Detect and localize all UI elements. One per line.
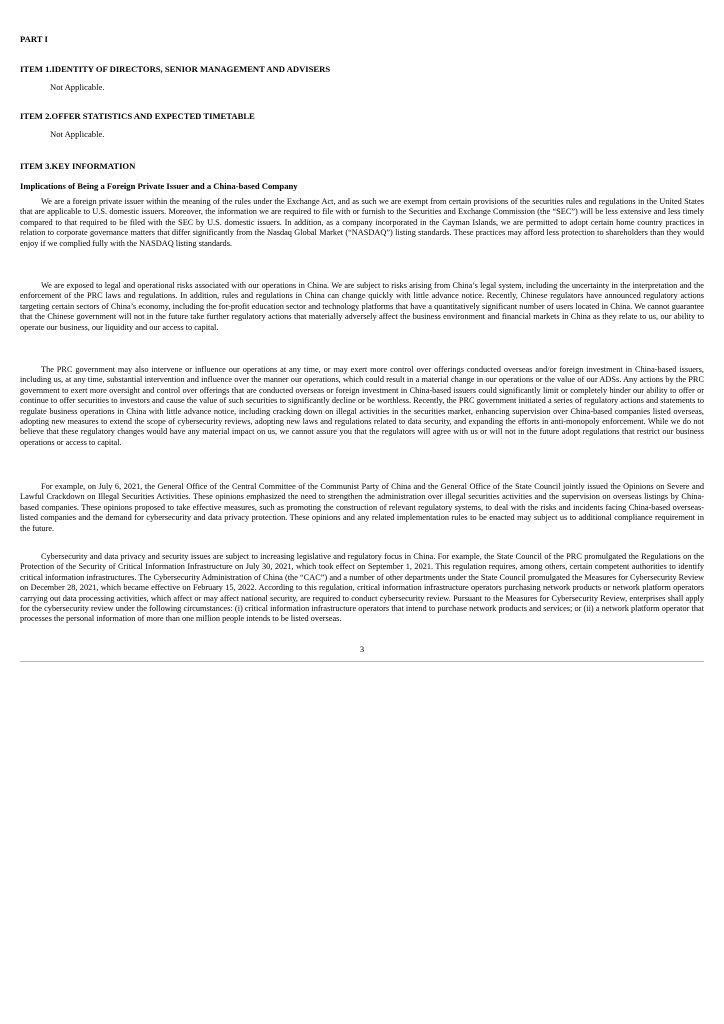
item-1-heading: ITEM 1.IDENTITY OF DIRECTORS, SENIOR MANAGEMENT AND ADVISERS <box>20 64 331 74</box>
paragraph-cybersecurity: Cybersecurity and data privacy and security issues are subject to increasing legislative and regulatory focus in China. For example, the State Council of the PRC promulgated the Regulations on the Protection of the Security of Critical Information Infrastructure on July 30, 2021, which took effect on September 1, 2021. This regulation requires, among others, certain competent authorities to identify critical information infrastructures. The Cybersecurity Administration of China (the “CAC”) and a number of other departments under the State Council promulgated the Measures for Cybersecurity Review on December 28, 2021, which became effective on February 15, 2022. According to this regulation, critical information infrastructure operators purchasing network products or network platform operators carrying out data processing activities, which affect or may affect national security, are required to conduct cybersecurity review. Pursuant to the Measures for Cybersecurity Review, enterprises shall apply for the cybersecurity review under the following circumstances: (i) critical information infrastructure operators that intend to purchase network products and services; or (ii) a network platform operator that processes the personal information of more than one million people intends to be listed overseas. <box>20 552 704 624</box>
item-1-body: Not Applicable. <box>50 82 105 92</box>
footer-divider <box>20 661 704 662</box>
item-3-subheading: Implications of Being a Foreign Private Issuer and a China-based Company <box>20 181 298 191</box>
paragraph-prc-intervention: The PRC government may also intervene or influence our operations at any time, or may exert more control over offerings conducted overseas and/or foreign investment in China-based issuers, including us, at any time, substantial intervention and influence over the manner our operations, which could result in a material change in our operations or the value of our ADSs. Any actions by the PRC government to exert more oversight and control over offerings that are conducted overseas or foreign investment in China-based issuers could significantly limit or completely hinder our ability to offer or continue to offer securities to investors and cause the value of such securities to significantly decline or be worthless. Recently, the PRC government initiated a series of regulatory actions and statements to regulate business operations in China with little advance notice, including cracking down on illegal activities in the securities market, enhancing supervision over China-based companies listed overseas, adopting new measures to extend the scope of cybersecurity reviews, adopting new laws and regulations related to data security, and expanding the efforts in anti-monopoly enforcement. While we do not believe that these regulatory changes would have any material impact on us, we cannot assure you that the regulators will agree with us or will not in the future adopt regulations that restrict our business operations or access to capital. <box>20 365 704 447</box>
paragraph-crackdown-opinions: For example, on July 6, 2021, the General Office of the Central Committee of the Communist Party of China and the General Office of the State Council jointly issued the Opinions on Severe and Lawful Crackdown on Illegal Securities Activities. These opinions emphasized the need to strengthen the administration over illegal securities activities and the supervision on overseas listings by China-based companies. These opinions proposed to take effective measures, such as promoting the construction of relevant regulatory systems, to deal with the risks and incidents facing China-based overseas-listed companies and the demand for cybersecurity and data privacy protection. These opinions and any related implementation rules to be enacted may subject us to additional compliance requirement in the future. <box>20 482 704 533</box>
item-2-heading: ITEM 2.OFFER STATISTICS AND EXPECTED TIMETABLE <box>20 111 255 121</box>
part-title: PART I <box>20 34 48 44</box>
paragraph-legal-risks: We are exposed to legal and operational risks associated with our operations in China. We are subject to risks arising from China’s legal system, including the uncertainty in the interpretation and the enforcement of the PRC laws and regulations. In addition, rules and regulations in China can change quickly with little advance notice. Recently, Chinese regulators have announced regulatory actions targeting certain sectors of China’s economy, including the for-profit education sector and technology platforms that have a quantitatively significant number of users located in China. We cannot guarantee that the Chinese government will not in the future take further regulatory actions that materially adversely affect the business environment and financial markets in China as they relate to us, our ability to operate our business, our liquidity and our access to capital. <box>20 281 704 332</box>
page-number: 3 <box>359 644 365 654</box>
item-3-heading: ITEM 3.KEY INFORMATION <box>20 161 136 171</box>
item-2-body: Not Applicable. <box>50 129 105 139</box>
paragraph-foreign-private-issuer: We are a foreign private issuer within the meaning of the rules under the Exchange Act, and as such we are exempt from certain provisions of the securities rules and regulations in the United States that are applicable to U.S. domestic issuers. Moreover, the information we are required to file with or furnish to the Securities and Exchange Commission (the “SEC”) will be less extensive and less timely compared to that required to be filed with the SEC by U.S. domestic issuers. In addition, as a company incorporated in the Cayman Islands, we are permitted to adopt certain home country practices in relation to corporate governance matters that differ significantly from the Nasdaq Global Market (“NASDAQ”) listing standards. These practices may afford less protection to shareholders than they would enjoy if we complied fully with the NASDAQ listing standards. <box>20 197 704 248</box>
